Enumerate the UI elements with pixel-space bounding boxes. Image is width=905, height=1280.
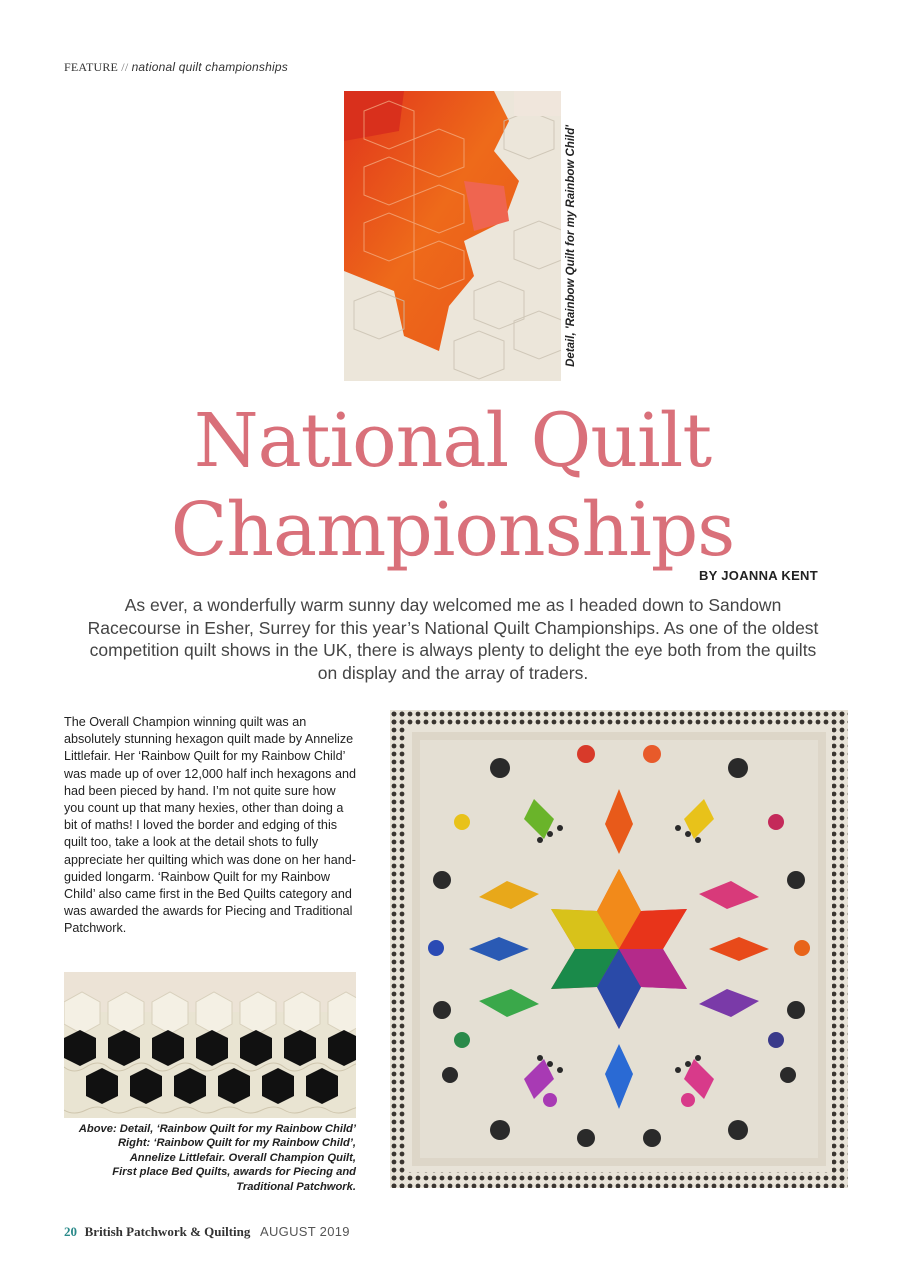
section-topic: national quilt championships	[131, 60, 288, 74]
caption-line: Right: ‘Rainbow Quilt for my Rainbow Child’,	[117, 1137, 356, 1150]
section-kicker	[64, 60, 288, 75]
caption-line: Traditional Patchwork.	[236, 1180, 356, 1193]
section-separator: //	[121, 60, 129, 74]
article-title-line2: Championships	[170, 487, 735, 573]
byline: BY JOANNA KENT	[698, 568, 818, 583]
photo-captions	[64, 1122, 356, 1194]
section-label: FEATURE	[64, 60, 119, 74]
caption-line: First place Bed Quilts, awards for Piecing and	[112, 1166, 356, 1179]
top-photo-caption	[565, 125, 585, 381]
top-detail-photo	[344, 91, 561, 381]
magazine-name: British Patchwork & Quilting	[84, 1224, 251, 1239]
article-body: The Overall Champion winning quilt was an absolutely stunning hexagon quilt made by Annelize Littlefair. Her ‘Rainbow Quilt for my Rainbow Child’ was made up of over 12,000 half inch hexagons and had been pieced by hand. I’m not quite sure how you count up that many hexies, other than doing a bit of maths! I loved the border and edging of this quilt too, take a look at the detail shots to fully appreciate her quilting which was done on her hand-guided longarm. ‘Rainbow Quilt for my Rainbow Child’ also came first in the Bed Quilts category and was awarded the awards for Piecing and Traditional Patchwork.	[64, 715, 356, 936]
caption-line: Above: Detail, ‘Rainbow Quilt for my Rainbow Child’	[78, 1123, 356, 1135]
border-detail-photo	[64, 972, 356, 1118]
page-footer	[64, 1224, 350, 1240]
issue-date: AUGUST 2019	[260, 1224, 350, 1239]
standfirst: As ever, a wonderfully warm sunny day welcomed me as I headed down to Sandown Racecourse in Esher, Surrey for this year’s National Quilt Championships. As one of the oldest competition quilt shows in the UK, there is always plenty to delight the eye both from the quilts on display and the array of traders.	[87, 595, 819, 683]
caption-line: Annelize Littlefair. Overall Champion Quilt,	[129, 1151, 356, 1164]
article-title-line1: National Quilt	[193, 398, 712, 484]
page-number: 20	[64, 1224, 77, 1239]
main-quilt-photo	[390, 710, 848, 1188]
top-photo-caption-text: Detail, 'Rainbow Quilt for my Rainbow Child'	[565, 125, 577, 367]
